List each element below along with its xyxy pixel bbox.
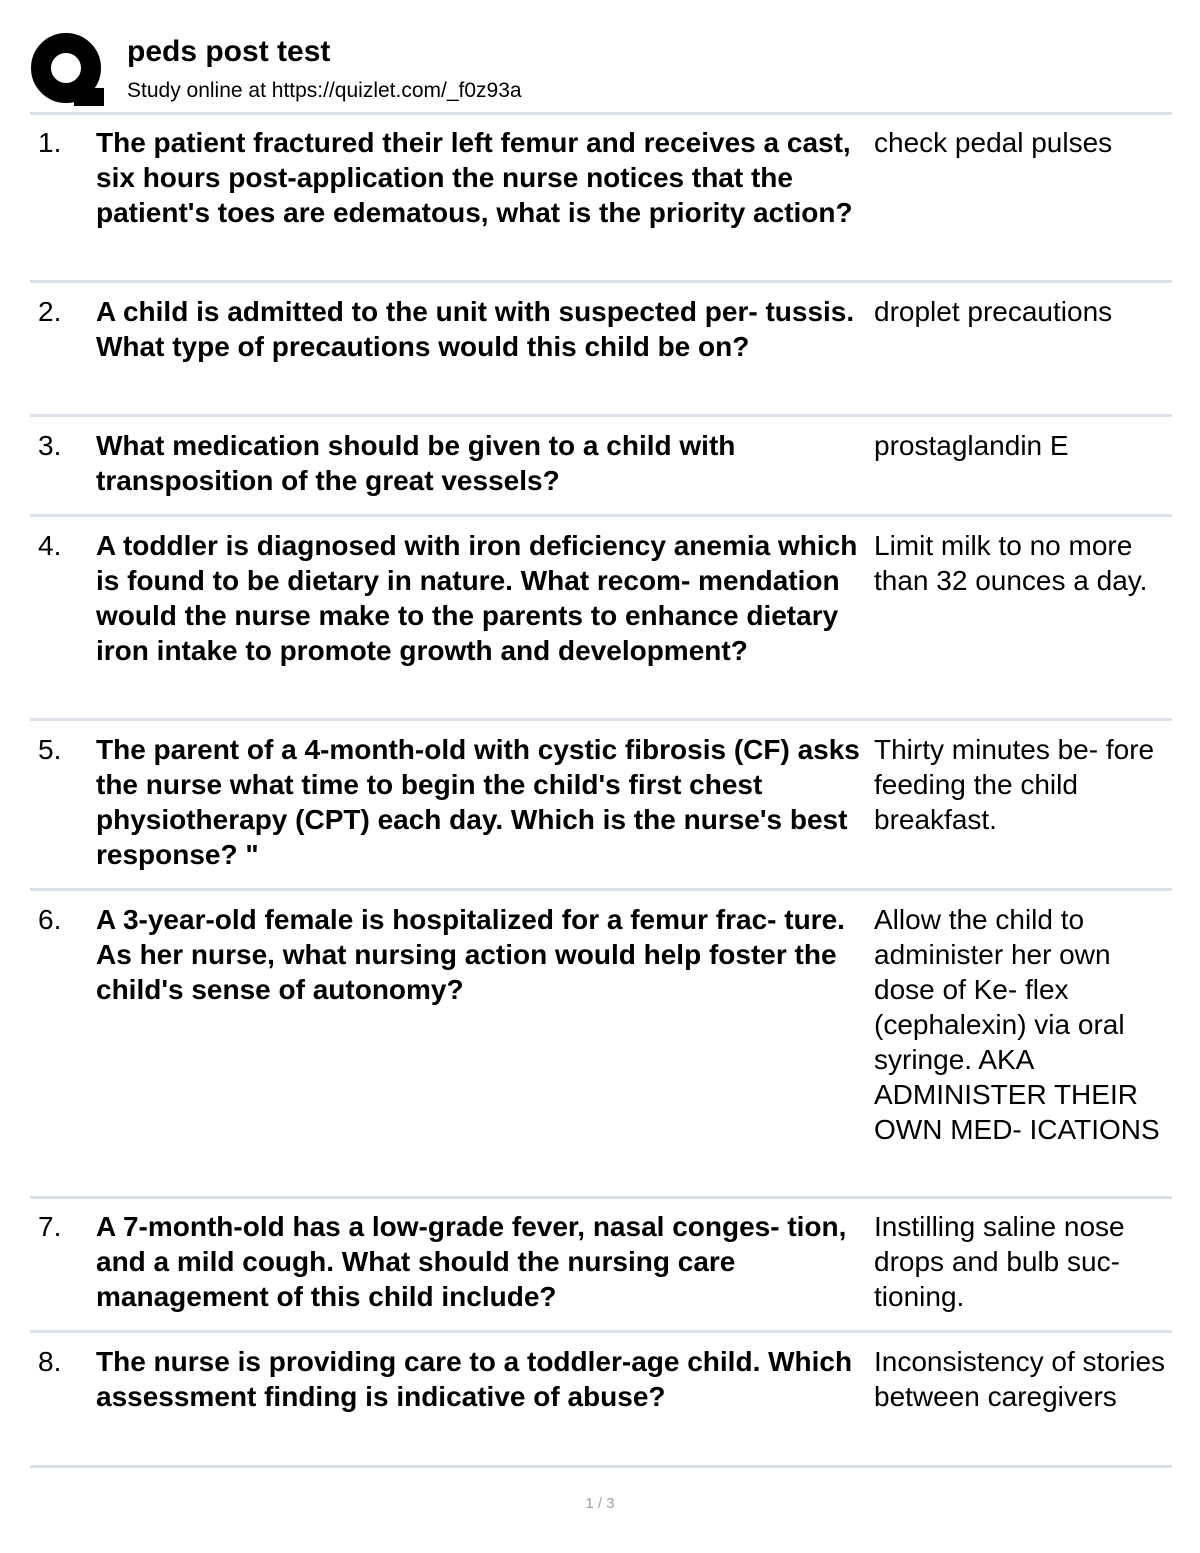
divider [30,1196,1172,1199]
card-answer: Thirty minutes be- fore feeding the child breakfast. [874,734,1155,835]
card-answer: prostaglandin E [874,430,1069,461]
card-question: A toddler is diagnosed with iron deficiency anemia which is found to be dietary in nature. What recom- mendation would the nurse make to the parents to enhance dietary iron intake to promote growth and development? [96,530,858,666]
card-answer: droplet precautions [874,296,1113,327]
divider [30,112,1172,115]
card-number: 1. [38,127,62,158]
quizlet-q-logo-icon [30,32,106,108]
divider [30,280,1172,283]
divider [30,718,1172,721]
card-answer: Inconsistency of stories between caregivers [874,1346,1166,1412]
card-question: The parent of a 4-month-old with cystic fibrosis (CF) asks the nurse what time to begin the child's first chest physiotherapy (CPT) each day. Which is the nurse's best response? " [96,734,860,870]
card-number: 3. [38,430,62,461]
card-answer: Allow the child to administer her own dose of Ke- flex (cephalexin) via oral syringe. AKA ADMINISTER THEIR OWN MED- ICATIONS [874,904,1160,1145]
card-number: 5. [38,734,62,765]
divider [30,888,1172,891]
card-question: A 3-year-old female is hospitalized for a femur frac- ture. As her nurse, what nursing action would help foster the child's sense of autonomy? [96,904,845,1005]
card-number: 6. [38,904,62,935]
divider [30,1330,1172,1333]
card-question: A child is admitted to the unit with suspected per- tussis. What type of precautions would this child be on? [96,296,855,362]
page-title: peds post test [127,35,331,68]
card-answer: Instilling saline nose drops and bulb suc- tioning. [874,1211,1125,1312]
card-number: 7. [38,1211,62,1242]
divider [30,414,1172,417]
divider [30,1465,1172,1468]
card-number: 8. [38,1346,62,1377]
page-indicator: 1 / 3 [585,1495,615,1512]
card-question: A 7-month-old has a low-grade fever, nasal conges- tion, and a mild cough. What should the nursing care management of this child include? [96,1211,847,1312]
card-question: What medication should be given to a child with transposition of the great vessels? [96,430,736,496]
card-answer: Limit milk to no more than 32 ounces a day. [874,530,1148,596]
document-header [30,28,1172,108]
study-link-text: Study online at https://quizlet.com/_f0z93a [127,79,522,102]
divider [30,514,1172,517]
card-question: The nurse is providing care to a toddler-age child. Which assessment finding is indicative of abuse? [96,1346,853,1412]
card-number: 4. [38,530,62,561]
card-question: The patient fractured their left femur and receives a cast, six hours post-application the nurse notices that the patient's toes are edematous, what is the priority action? [96,127,853,228]
card-number: 2. [38,296,62,327]
card-answer: check pedal pulses [874,127,1113,158]
